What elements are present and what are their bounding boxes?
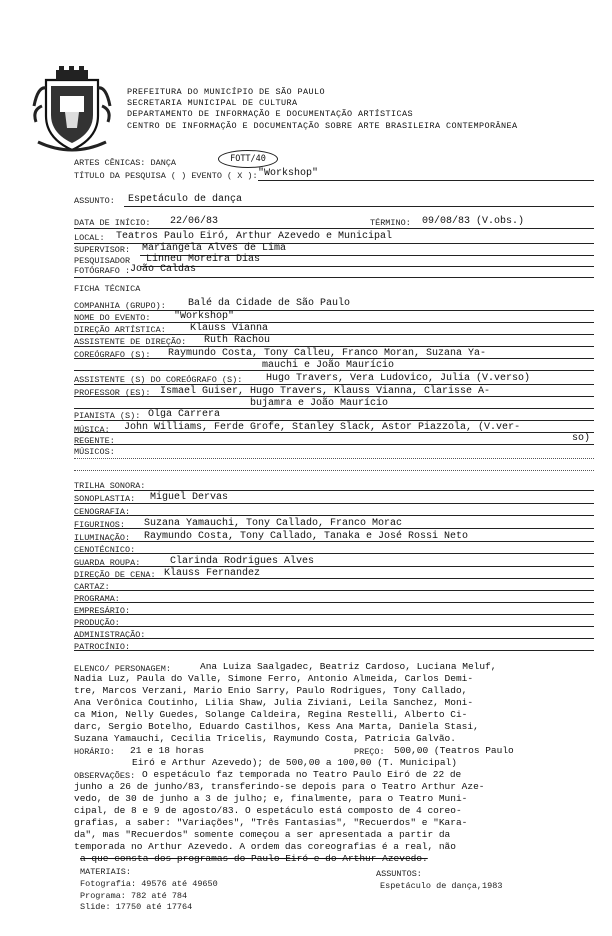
ensaiador-value: bujamra e João Maurício [250,398,389,409]
obs-line: vedo, de 30 de junho a 3 de julho; e, finalmente, para o Teatro Muni- [74,793,468,804]
header-line-1: PREFEITURA DO MUNICÍPIO DE SÃO PAULO [127,87,326,97]
preco-value: 500,00 (Teatros Paulo [394,745,514,756]
coreografo-value: Raymundo Costa, Tony Calleu, Franco Moran, Suzana Ya- [168,348,487,359]
local-value: Teatros Paulo Eiró, Arthur Azevedo e Municipal [116,231,393,242]
pianista-label: PIANISTA (S): [74,411,141,421]
supervisor-value: Mariangela Alves de Lima [142,243,287,254]
local-label: LOCAL: [74,233,105,243]
coreografo-label: COREÓGRAFO (S): [74,350,151,360]
patrocinio-label: PATROCÍNIO: [74,642,131,652]
elenco-line: Ana Luiza Saalgadec, Beatriz Cardoso, Luciana Meluf, [200,661,497,672]
header-line-2: SECRETARIA MUNICIPAL DE CULTURA [127,98,298,108]
start-date-label: DATA DE INÍCIO: [74,218,151,228]
obs-label: OBSERVAÇÕES: [74,771,136,781]
elenco-line: tre, Marcos Verzani, Mario Enio Sarry, Paulo Rodrigues, Tony Callado, [74,685,468,696]
horario-value-2: Eiró e Arthur Azevedo); de 500,00 a 100,00 (T. Municipal) [132,757,457,768]
producao-label: PRODUÇÃO: [74,618,120,628]
assunto-label: ASSUNTO: [74,196,115,206]
obs-line: temporada no Arthur Azevedo. A ordem das coreografias é a real, não [74,841,456,852]
pesquisador-value: Linneu Moreira Dias [146,254,261,265]
elenco-line: Ana Verônica Coutinho, Lilia Shaw, Julia Ziviani, Leila Sanchez, Moni- [74,697,474,708]
evento-label: NOME DO EVENTO: [74,313,151,323]
dir-art-value: Klauss Vianna [190,323,269,334]
elenco-line: ca Mion, Nelly Guedes, Solange Caldeira, Regina Restelli, Alberto Ci- [74,709,468,720]
title-value: "Workshop" [258,168,319,179]
obs-line: junho a 26 de junho/83, transferindo-se depois para o Teatro Arthur Aze- [74,781,485,792]
iluminacao-label: ILUMINAÇÃO: [74,533,131,543]
header-line-3: DEPARTAMENTO DE INFORMAÇÃO E DOCUMENTAÇÃO ARTÍSTICAS [127,109,414,119]
area-label: ARTES CÊNICAS: DANÇA [74,158,177,168]
obs-line: grafias, a saber: "Variações", "Três Fantasias", "Recuerdos" e "Kara- [74,817,468,828]
obs-line: cipal, de 8 e 9 de agosto/83. O espetáculo está composto de 4 coreo- [74,805,462,816]
assuntos-label: ASSUNTOS: [376,869,422,879]
assuntos-value: Espetáculo de dança,1983 [380,881,503,891]
dir-art-label: DIREÇÃO ARTÍSTICA: [74,325,166,335]
ficha-label: FICHA TÉCNICA [74,284,141,294]
materiais-slide: Slide: 17750 até 17764 [80,902,193,912]
horario-label: HORÁRIO: [74,747,115,757]
pesquisador-label: PESQUISADOR [74,256,131,266]
iluminacao-value: Raymundo Costa, Tony Callado, Tanaka e José Rossi Neto [144,531,469,542]
header-line-4: CENTRO DE INFORMAÇÃO E DOCUMENTAÇÃO SOBRE ARTE BRASILEIRA CONTEMPORÂNEA [127,121,518,131]
end-date-label: TÉRMINO: [370,218,411,228]
supervisor-label: SUPERVISOR: [74,245,131,255]
sonoplastia-value: Miguel Dervas [150,492,229,503]
trilha-label: TRILHA SONORA: [74,481,146,491]
dir-cena-value: Klauss Fernandez [164,568,261,579]
companhia-value: Balé da Cidade de São Paulo [188,298,351,309]
cenografia-label: CENOGRAFIA: [74,507,131,517]
guarda-label: GUARDA ROUPA: [74,558,141,568]
companhia-label: COMPANHIA (GRUPO): [74,301,166,311]
assunto-value: Espetáculo de dança [128,194,243,205]
musicos-label: MÚSICOS: [74,447,115,457]
professor-label: PROFESSOR (ES): [74,388,151,398]
horario-value: 21 e 18 horas [130,745,205,756]
cenotecnico-label: CENOTÉCNICO: [74,545,136,555]
obs-line: O espetáculo faz temporada no Teatro Paulo Eiró de 22 de [142,769,462,780]
sonoplastia-label: SONOPLASTIA: [74,494,136,504]
materiais-programa: Programa: 782 até 784 [80,891,188,901]
preco-label: PREÇO: [354,747,385,757]
assist-coreo-value: Hugo Travers, Vera Ludovico, Julia (V.verso) [266,373,531,384]
start-date-value: 22/06/83 [170,216,219,227]
musica-cont: so) [572,433,591,444]
municipal-crest-icon [32,66,112,154]
programa-label: PROGRAMA: [74,594,120,604]
code-stamp: FOTT/40 [218,150,278,168]
dir-cena-label: DIREÇÃO DE CENA: [74,570,156,580]
title-label: TÍTULO DA PESQUISA ( ) EVENTO ( X ): [74,171,258,181]
professor-value: Ismael Guiser, Hugo Travers, Klauss Vianna, Clarisse A- [160,386,491,397]
materiais-fotografia: Fotografia: 49576 até 49650 [80,879,218,889]
administracao-label: ADMINISTRAÇÃO: [74,630,146,640]
empresario-label: EMPRESÁRIO: [74,606,131,616]
assist-dir-value: Ruth Rachou [204,335,271,346]
guarda-value: Clarinda Rodrigues Alves [170,556,315,567]
musica-label: MÚSICA: [74,425,110,435]
materiais-label: MATERIAIS: [80,867,132,877]
obs-line: a que consta dos programas do Paulo Eiró e do Arthur Azevedo. [80,853,428,864]
cartaz-label: CARTAZ: [74,582,110,592]
fotografo-label: FOTÓGRAFO : [74,266,131,276]
elenco-label: ELENCO/ PERSONAGEM: [74,664,171,674]
figurinos-value: Suzana Yamauchi, Tony Callado, Franco Morac [144,518,403,529]
coreografo-value-2: mauchi e João Maurício [262,360,395,371]
end-date-value: 09/08/83 (V.obs.) [422,216,525,227]
assist-coreo-label: ASSISTENTE (S) DO COREÓGRAFO (S): [74,375,243,385]
elenco-line: darc, Sergio Botelho, Eduardo Castilhos, Kess Ana Marta, Daniela Stasi, [74,721,479,732]
evento-value: "Workshop" [174,311,235,322]
regente-label: REGENTE: [74,436,115,446]
obs-line: da", mas "Recuerdos" somente começou a ser apresentada a partir da [74,829,451,840]
figurinos-label: FIGURINOS: [74,520,126,530]
pianista-value: Olga Carrera [148,409,221,420]
musica-value: John Williams, Ferde Grofe, Stanley Slack, Astor Piazzola, (V.ver- [124,422,521,433]
assist-dir-label: ASSISTENTE DE DIREÇÃO: [74,337,187,347]
elenco-line: Suzana Yamauchi, Cecilia Tricelis, Raymundo Costa, Patricia Galvão. [74,733,456,744]
fotografo-value: João Caldas [130,264,197,275]
elenco-line: Nadia Luz, Paula do Valle, Simone Ferro, Antonio Almeida, Carlos Demi- [74,673,474,684]
